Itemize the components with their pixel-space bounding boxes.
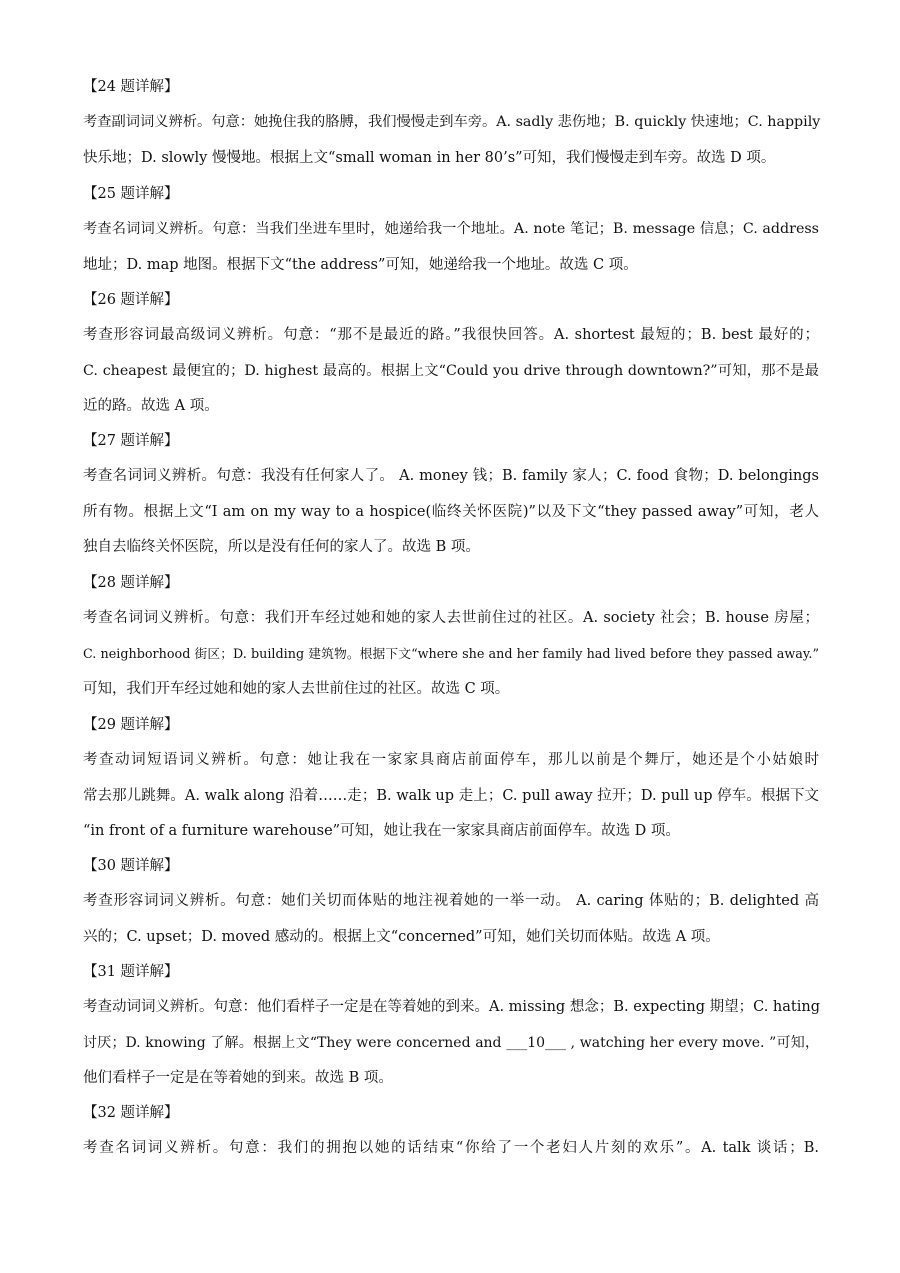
section-heading: 【29 题详解】: [83, 717, 179, 733]
section-heading: 【24 题详解】: [83, 79, 179, 95]
text-line: 可知，我们开车经过她和她的家人去世前住过的社区。故选 C 项。: [83, 681, 510, 697]
explanation-27: [83, 423, 819, 566]
text-line: 独自去临终关怀医院，所以是没有任何的家人了。故选 B 项。: [83, 539, 480, 555]
text-line: 考查形容词最高级词义辨析。句意：“那不是最近的路。”我很快回答。A. shortest 最短的；B. best 最好的；: [83, 327, 819, 343]
text-line: “in front of a furniture warehouse”可知，她让我在一家家具商店前面停车。故选 D 项。: [83, 823, 680, 839]
explanation-31: [83, 954, 819, 1097]
section-heading: 【25 题详解】: [83, 186, 179, 202]
text-line: 他们看样子一定是在等着她的到来。故选 B 项。: [83, 1070, 393, 1086]
explanation-28: [83, 565, 819, 708]
text-line: 讨厌；D. knowing 了解。根据上文“They were concerned and ___10___ , watching her every move. ”可知，: [83, 1034, 819, 1051]
text-line: C. cheapest 最便宜的；D. highest 最高的。根据上文“Could you drive through downtown?”可知，那不是最: [83, 362, 819, 379]
text-line: 考查动词短语词义辨析。句意：她让我在一家家具商店前面停车，那儿以前是个舞厅，她还是个小姑娘时: [83, 752, 819, 768]
text-line: 常去那儿跳舞。A. walk along 沿着……走；B. walk up 走上；C. pull away 拉开；D. pull up 停车。根据下文: [83, 787, 819, 804]
explanation-29: [83, 707, 819, 850]
text-line: 考查名词词义辨析。句意：我们开车经过她和她的家人去世前住过的社区。A. society 社会；B. house 房屋；: [83, 610, 819, 626]
section-heading: 【31 题详解】: [83, 964, 179, 980]
text-line: 考查形容词词义辨析。句意：她们关切而体贴的地注视着她的一举一动。 A. caring 体贴的；B. delighted 高: [83, 893, 819, 909]
text-line: 所有物。根据上文“I am on my way to a hospice(临终关怀医院)”以及下文“they passed away”可知，老人: [83, 503, 819, 520]
explanation-32: [83, 1095, 819, 1167]
explanation-25: [83, 176, 819, 283]
explanation-30: [83, 848, 819, 955]
text-line: 考查动词词义辨析。句意：他们看样子一定是在等着她的到来。A. missing 想念；B. expecting 期望；C. hating: [83, 999, 820, 1015]
text-line: 地址；D. map 地图。根据下文“the address”可知，她递给我一个地址。故选 C 项。: [83, 256, 638, 273]
text-line: 近的路。故选 A 项。: [83, 398, 219, 414]
section-heading: 【26 题详解】: [83, 292, 179, 308]
section-heading: 【30 题详解】: [83, 858, 179, 874]
explanation-24: [83, 69, 819, 176]
text-line: 兴的；C. upset；D. moved 感动的。根据上文“concerned”可知，她们关切而体贴。故选 A 项。: [83, 928, 720, 945]
text-line: 考查名词词义辨析。句意：我们的拥抱以她的话结束“你给了一个老妇人片刻的欢乐”。A. talk 谈话；B.: [83, 1140, 819, 1156]
text-line: 快乐地；D. slowly 慢慢地。根据上文“small woman in her 80’s”可知，我们慢慢走到车旁。故选 D 项。: [83, 149, 776, 166]
section-heading: 【28 题详解】: [83, 575, 179, 591]
text-line: 考查名词词义辨析。句意：我没有任何家人了。 A. money 钱；B. family 家人；C. food 食物；D. belongings: [83, 468, 819, 484]
text-line: C. neighborhood 街区；D. building 建筑物。根据下文“where she and her family had lived before they passed away.”: [83, 646, 819, 662]
section-heading: 【32 题详解】: [83, 1105, 179, 1121]
explanation-26: [83, 282, 819, 425]
section-heading: 【27 题详解】: [83, 433, 179, 449]
text-line: 考查副词词义辨析。句意：她挽住我的胳膊，我们慢慢走到车旁。A. sadly 悲伤地；B. quickly 快速地；C. happily: [83, 114, 821, 130]
text-line: 考查名词词义辨析。句意：当我们坐进车里时，她递给我一个地址。A. note 笔记；B. message 信息；C. address: [83, 221, 819, 237]
